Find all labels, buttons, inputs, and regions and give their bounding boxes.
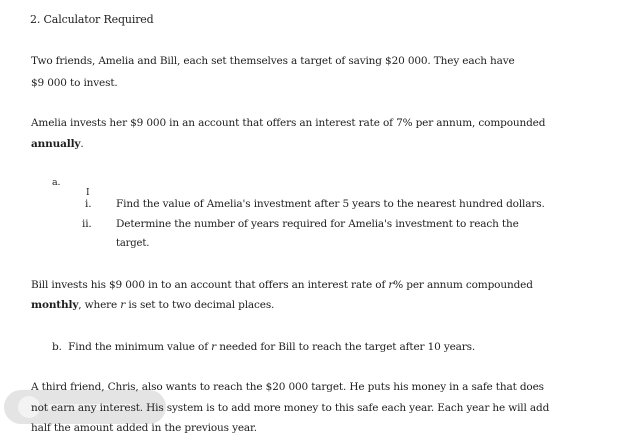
part-a-ii-text-continued: target. bbox=[116, 238, 150, 249]
intro-line-2: $9 000 to invest. bbox=[31, 77, 118, 89]
variable-r: r bbox=[211, 341, 216, 353]
bill-line-1: Bill invests his $9 000 in to an account that offers an interest rate of r% per annum compounded bbox=[31, 279, 533, 291]
part-a-i-label: i. bbox=[85, 198, 92, 210]
annually-term: annually bbox=[31, 138, 81, 150]
amelia-line-2: annually. bbox=[31, 138, 84, 150]
roman-cursor-mark: I bbox=[86, 188, 90, 198]
intro-line-1: Two friends, Amelia and Bill, each set themselves a target of saving $20 000. They each have bbox=[31, 55, 515, 67]
bill-line-2: monthly, where r is set to two decimal places. bbox=[31, 299, 275, 311]
part-a-i-text: Find the value of Amelia's investment after 5 years to the nearest hundred dollars. bbox=[116, 198, 545, 210]
monthly-term: monthly bbox=[31, 299, 79, 311]
variable-r: r bbox=[388, 279, 394, 291]
part-a-ii-text: Determine the number of years required for Amelia's investment to reach the bbox=[116, 218, 519, 230]
part-b-question: b. Find the minimum value of r needed for Bill to reach the target after 10 years. bbox=[52, 341, 476, 353]
chris-line-3: half the amount added in the previous year. bbox=[31, 422, 257, 434]
part-b-label: b. bbox=[52, 341, 62, 353]
chris-line-2: not earn any interest. His system is to add more money to this safe each year. Each year he will add bbox=[31, 402, 550, 414]
amelia-line-1: Amelia invests her $9 000 in an account that offers an interest rate of 7% per annum, compounded bbox=[31, 117, 546, 129]
part-a-ii-label: ii. bbox=[82, 218, 92, 230]
variable-r: r bbox=[120, 299, 126, 311]
chris-line-1: A third friend, Chris, also wants to reach the $20 000 target. He puts his money in a safe that does bbox=[31, 381, 544, 393]
part-a-label: a. bbox=[52, 177, 61, 188]
question-heading: 2. Calculator Required bbox=[30, 13, 154, 26]
